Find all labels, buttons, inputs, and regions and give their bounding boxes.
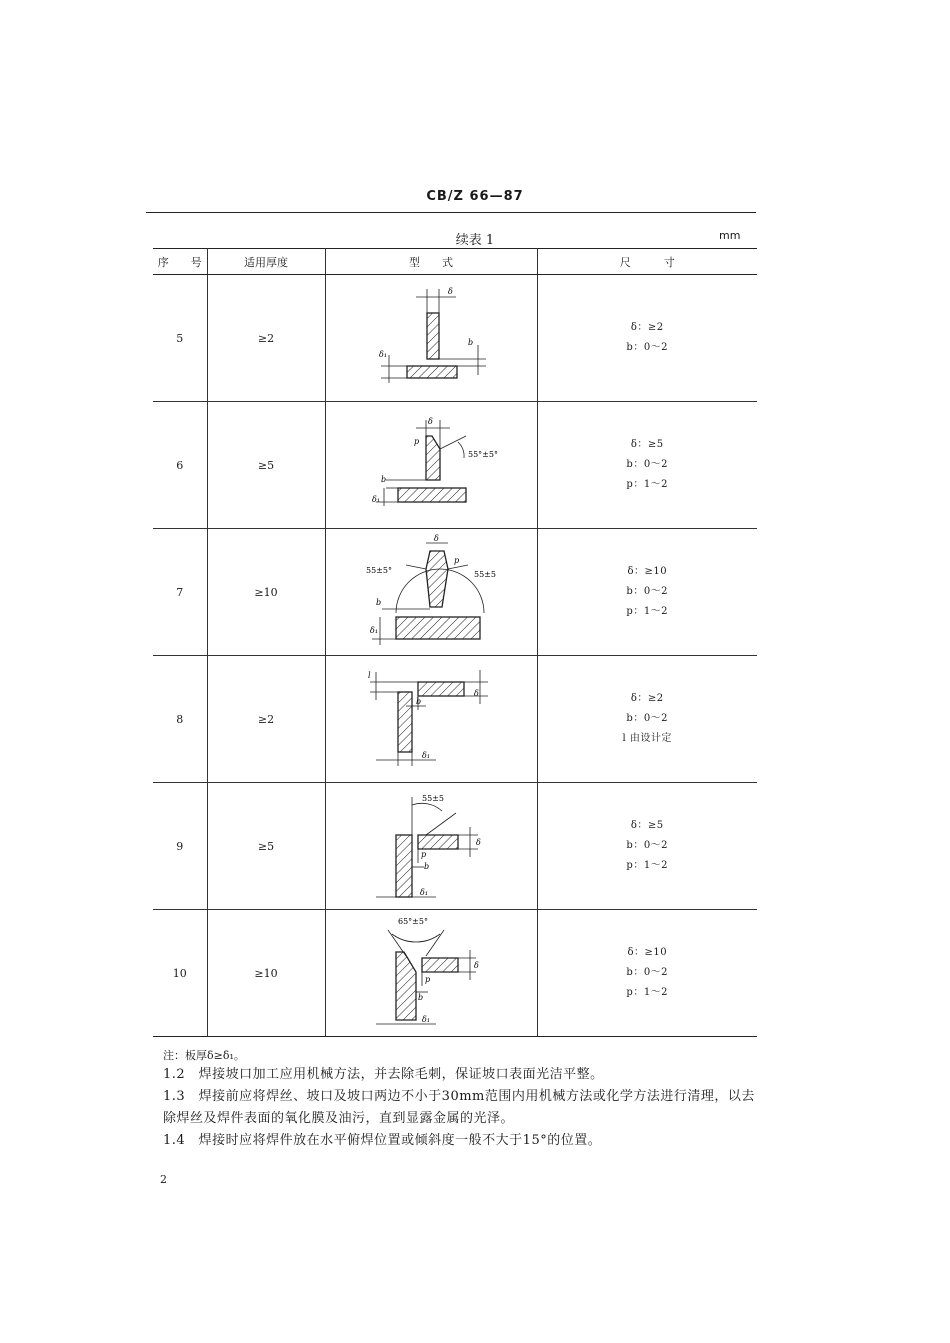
fig-label-l: l: [367, 671, 371, 680]
table-note: 注：板厚δ≥δ₁。: [163, 1049, 245, 1062]
base-plate: [407, 366, 457, 378]
row-no: 5: [153, 275, 207, 402]
row-thickness: ≥10: [207, 529, 325, 656]
fig-label-delta: δ: [447, 287, 453, 296]
col-header-dimensions: 尺 寸: [537, 249, 757, 275]
dim-line: b：0～2: [626, 840, 669, 851]
fig-label-angle-right: 55±5: [473, 570, 496, 579]
row-no: 7: [153, 529, 207, 656]
fig-label-b: b: [423, 862, 429, 871]
paragraph-1-4: 1.4 焊接时应将焊件放在水平俯焊位置或倾斜度一般不大于15°的位置。: [163, 1133, 602, 1148]
fig-label-b: b: [380, 475, 386, 484]
beveled-lap-plate: [418, 835, 458, 849]
standard-code: CB/Z 66—87: [426, 189, 524, 204]
table-unit: mm: [719, 229, 741, 242]
table-row: [153, 910, 757, 1037]
dim-line: b：0～2: [626, 459, 669, 470]
dim-line: p：1～2: [626, 606, 669, 617]
vertical-plate: [396, 835, 412, 897]
dim-line: δ：≥5: [630, 820, 664, 831]
row-no: 9: [153, 783, 207, 910]
dim-line: δ：≥10: [627, 947, 668, 958]
vertical-plate: [427, 313, 439, 359]
fig-label-delta1: δ₁: [419, 888, 428, 897]
fig-label-delta: δ: [473, 961, 479, 970]
dim-line: δ：≥2: [630, 693, 664, 704]
col-header-form: 型 式: [325, 249, 537, 275]
beveled-vertical-plate: [396, 952, 416, 1020]
fig-label-angle: 55±5: [421, 794, 444, 803]
dim-line: δ：≥10: [627, 566, 668, 577]
dim-line: l 由设计定: [622, 733, 672, 744]
row-thickness: ≥5: [207, 402, 325, 529]
fig-label-p: p: [453, 556, 459, 565]
page-number: 2: [160, 1173, 167, 1186]
fig-label-angle: 65°±5°: [397, 917, 428, 926]
fig-label-delta1: δ₁: [421, 751, 430, 760]
fig-label-b: b: [375, 598, 381, 607]
paragraph-1-2: 1.2 焊接坡口加工应用机械方法，并去除毛刺，保证坡口表面光洁平整。: [163, 1067, 604, 1082]
fig-label-b: b: [417, 993, 423, 1002]
fig-label-delta1: δ₁: [378, 350, 387, 359]
dim-line: p：1～2: [626, 987, 669, 998]
table-row: [153, 783, 757, 910]
fig-label-p: p: [420, 850, 426, 859]
row-thickness: ≥10: [207, 910, 325, 1037]
table-row: [153, 529, 757, 656]
joint-5-figure: [326, 275, 538, 401]
dim-line: b：0～2: [626, 586, 669, 597]
col-header-thickness: 适用厚度: [207, 249, 325, 275]
dim-line: δ：≥5: [630, 439, 664, 450]
fig-label-b: b: [467, 338, 473, 347]
fig-label-p: p: [424, 975, 430, 984]
fig-label-delta1: δ₁: [421, 1015, 430, 1024]
joint-7-figure: [326, 529, 538, 655]
joint-6-figure: [326, 402, 538, 528]
lap-plate: [418, 682, 464, 696]
dim-line: p：1～2: [626, 479, 669, 490]
lap-plate: [422, 958, 458, 972]
row-thickness: ≥2: [207, 275, 325, 402]
table-header-row: [153, 249, 757, 275]
table-row: [153, 275, 757, 402]
dim-line: p：1～2: [626, 860, 669, 871]
table-title: 续表 1: [455, 233, 495, 248]
dim-line: b：0～2: [626, 713, 669, 724]
fig-label-delta: δ: [433, 534, 439, 543]
joint-8-figure: [326, 656, 538, 782]
joint-10-figure: [326, 910, 538, 1036]
fig-label-delta: δ: [427, 417, 433, 426]
table-row: [153, 402, 757, 529]
row-no: 10: [153, 910, 207, 1037]
vertical-plate: [398, 692, 412, 752]
fig-label-angle: 55°±5°: [467, 450, 498, 459]
joint-spec-table: [153, 248, 757, 1037]
beveled-plate: [426, 436, 440, 480]
fig-label-delta: δ: [475, 838, 481, 847]
fig-label-b: b: [415, 697, 421, 706]
row-no: 8: [153, 656, 207, 783]
fig-label-delta1: δ₁: [369, 626, 378, 635]
dim-line: δ：≥2: [630, 322, 664, 333]
fig-label-delta1: δ₁: [371, 495, 380, 504]
base-plate: [396, 617, 480, 639]
fig-label-p: p: [413, 437, 419, 446]
dim-line: b：0～2: [626, 342, 669, 353]
row-no: 6: [153, 402, 207, 529]
base-plate: [398, 488, 466, 502]
header-rule: [146, 212, 756, 213]
double-beveled-plate: [426, 551, 448, 607]
table-row: [153, 656, 757, 783]
row-thickness: ≥5: [207, 783, 325, 910]
row-thickness: ≥2: [207, 656, 325, 783]
dim-line: b：0～2: [626, 967, 669, 978]
fig-label-delta: δ: [473, 689, 479, 698]
col-header-no: 序 号: [153, 249, 207, 275]
joint-9-figure: [326, 783, 538, 909]
paragraph-1-3: 1.3 焊接前应将焊丝、坡口及坡口两边不小于30mm范围内用机械方法或化学方法进行清理，以去除焊丝及焊件表面的氧化膜及油污，直到显露金属的光泽。: [163, 1089, 755, 1126]
fig-label-angle-left: 55±5°: [365, 566, 392, 575]
